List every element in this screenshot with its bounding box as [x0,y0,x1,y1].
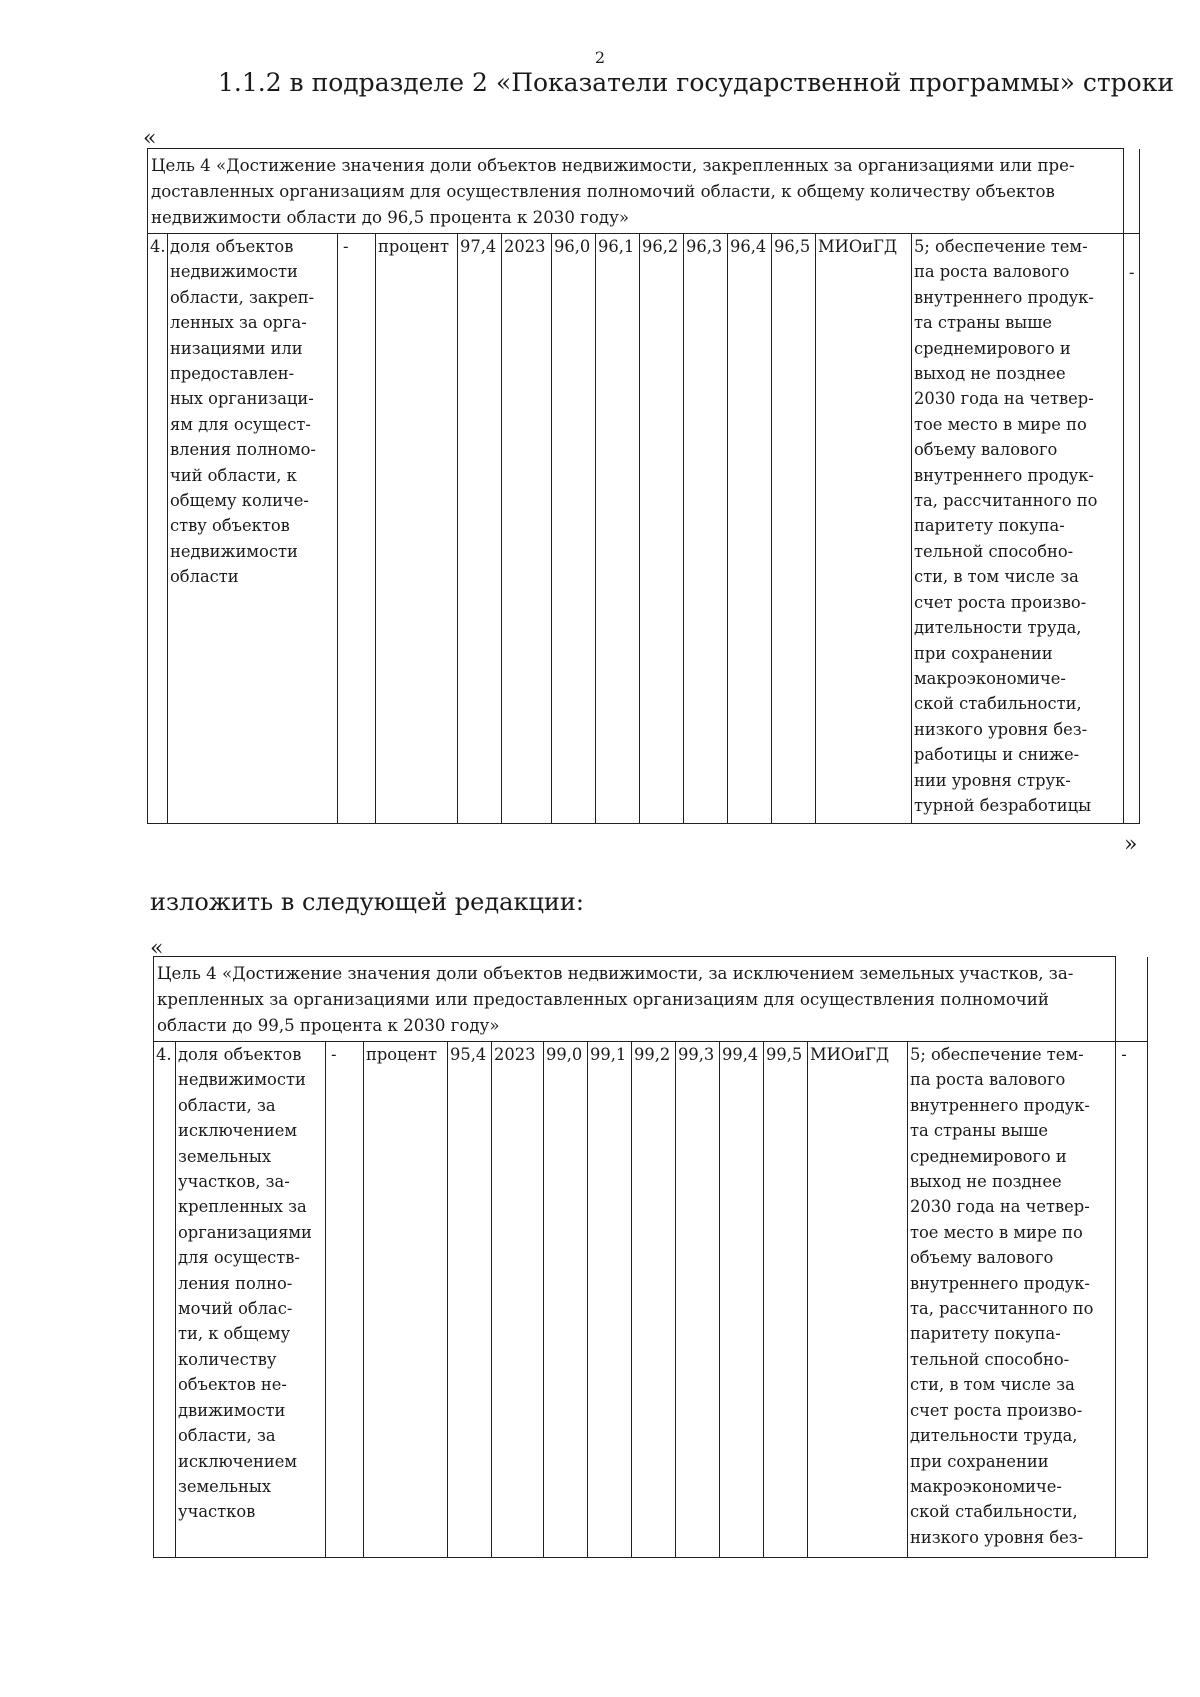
link-line: среднемирового и [914,338,1071,358]
name-line: объектов не- [178,1375,287,1395]
link-line: работицы и сниже- [914,745,1080,765]
value-cell: 96,0 [552,234,596,824]
link-line: объему валового [914,440,1058,460]
link-line: паритету покупа- [910,1324,1061,1344]
link-line: 5; обеспечение тем- [910,1045,1084,1064]
name-line: движимости [178,1400,286,1420]
link-line: 5; обеспечение тем- [914,237,1088,256]
name-line: количеству [178,1349,277,1369]
name-line: недвижимости [178,1070,306,1090]
value-cell: 99,5 [764,1042,808,1558]
instruction-text: изложить в следующей редакции: [150,888,584,916]
name-line: для осуществ- [178,1248,300,1268]
old-indicator-table [147,148,1140,824]
indicator-name [176,1042,326,1558]
link-line: при сохранении [910,1451,1049,1471]
closing-quote-old: » [1124,832,1138,857]
level-cell: - [326,1042,364,1558]
value-cell: 96,2 [640,234,684,824]
new-indicator-table [153,956,1148,1558]
goal-line: недвижимости области до 96,5 процента к 2030 году» [151,208,629,227]
link-line: 2030 года на четвер- [910,1197,1090,1217]
link-line: тое место в мире по [910,1222,1083,1242]
goal-line: Цель 4 «Достижение значения доли объектов недвижимости, за исключением земельных участков, за- [157,964,1074,983]
link-line: ской стабильности, [910,1502,1078,1522]
responsible-cell: МИОиГД [816,234,912,824]
link-line: объему валового [910,1248,1054,1268]
link-line: тое место в мире по [914,414,1087,434]
value-cell: 96,3 [684,234,728,824]
row-number: 4. [148,234,168,824]
opening-quote-old: « [143,126,157,151]
goal-line: области до 99,5 процента к 2030 году» [157,1016,500,1035]
value-cell: 96,5 [772,234,816,824]
link-line: низкого уровня без- [914,719,1088,739]
name-line: мочий облас- [178,1299,293,1319]
link-line: дительности труда, [910,1426,1078,1446]
link-line: та, рассчитанного по [910,1299,1094,1319]
name-line: предоставлен- [170,364,295,384]
value-cell: 99,4 [720,1042,764,1558]
name-line: области, закреп- [170,287,315,307]
value-cell: 99,2 [632,1042,676,1558]
name-line: области [170,567,239,587]
link-line: та страны выше [914,313,1053,333]
link-line: сти, в том числе за [914,567,1079,587]
link-line: сти, в том числе за [910,1375,1075,1395]
link-line: 2030 года на четвер- [914,389,1094,409]
value-cell: 96,1 [596,234,640,824]
page-number: 2 [594,48,606,67]
goal-line: доставленных организациям для осуществления полномочий области, к общему количеству объектов [151,182,1055,201]
link-line: внутреннего продук- [910,1273,1090,1293]
link-line: счет роста произво- [910,1400,1083,1420]
base-year-cell: 2023 [502,234,552,824]
name-line: общему количе- [170,491,309,511]
link-line: тельной способно- [910,1349,1070,1369]
goal-line: крепленных за организациями или предоставленных организациям для осуществления полномочий [157,990,1049,1009]
unit-cell: процент [376,234,458,824]
goal-line: Цель 4 «Достижение значения доли объектов недвижимости, закрепленных за организациями или пре- [151,156,1075,175]
name-line: вления полномо- [170,440,316,460]
link-line: внутреннего продук- [914,465,1094,485]
name-line: ленных за орга- [170,313,307,333]
row-number: 4. [154,1042,176,1558]
name-line: ям для осущест- [170,414,311,434]
link-line: при сохранении [914,643,1053,663]
base-value-cell: 95,4 [448,1042,492,1558]
link-line: нии уровня струк- [914,770,1071,790]
link-line: дительности труда, [914,618,1082,638]
link-line: внутреннего продук- [910,1095,1090,1115]
name-line: исключением [178,1451,298,1471]
base-value-cell: 97,4 [458,234,502,824]
name-line: ления полно- [178,1273,293,1293]
link-line: па роста валового [910,1070,1066,1090]
section-heading: 1.1.2 в подразделе 2 «Показатели государственной программы» строки [218,68,1175,97]
name-line: доля объектов [178,1045,302,1064]
link-line: та, рассчитанного по [914,491,1098,511]
name-line: области, за [178,1426,276,1446]
name-line: чий области, к [170,465,297,485]
link-line: паритету покупа- [914,516,1065,536]
link-line: среднемирового и [910,1146,1067,1166]
name-line: земельных [178,1476,272,1496]
link-line: низкого уровня без- [910,1527,1084,1547]
link-line: выход не позднее [910,1172,1062,1192]
name-line: исключением [178,1121,298,1141]
value-cell: 99,3 [676,1042,720,1558]
opening-quote-new: « [150,936,164,961]
name-line: земельных [178,1146,272,1166]
name-line: доля объектов [170,237,294,256]
value-cell: 99,1 [588,1042,632,1558]
link-line: счет роста произво- [914,592,1087,612]
link-line: внутреннего продук- [914,287,1094,307]
link-line: ской стабильности, [914,694,1082,714]
link-line: па роста валового [914,262,1070,282]
link-line: турной безработицы [914,795,1092,815]
link-line: макроэкономиче- [914,668,1066,688]
responsible-cell: МИОиГД [808,1042,908,1558]
national-goal-link [912,234,1124,824]
name-line: низациями или [170,338,303,358]
name-line: крепленных за [178,1197,307,1217]
goal-side-cell [1124,149,1140,234]
link-line: тельной способно- [914,541,1074,561]
name-line: организациями [178,1222,312,1242]
goal-side-cell [1116,957,1148,1042]
name-line: ти, к общему [178,1324,291,1344]
name-line: ству объектов [170,516,290,536]
value-cell: 96,4 [728,234,772,824]
indicator-name [168,234,338,824]
value-cell: 99,0 [544,1042,588,1558]
link-line: выход не позднее [914,364,1066,384]
name-line: недвижимости [170,262,298,282]
name-line: ных организаци- [170,389,314,409]
name-line: участков [178,1502,256,1522]
base-year-cell: 2023 [492,1042,544,1558]
last-cell: - [1124,234,1140,824]
goal-cell [148,149,1124,234]
name-line: области, за [178,1095,276,1115]
name-line: участков, за- [178,1172,290,1192]
link-line: макроэкономиче- [910,1476,1062,1496]
last-cell: - [1116,1042,1148,1558]
goal-cell [154,957,1116,1042]
national-goal-link [908,1042,1116,1558]
link-line: та страны выше [910,1121,1049,1141]
name-line: недвижимости [170,541,298,561]
unit-cell: процент [364,1042,448,1558]
level-cell: - [338,234,376,824]
